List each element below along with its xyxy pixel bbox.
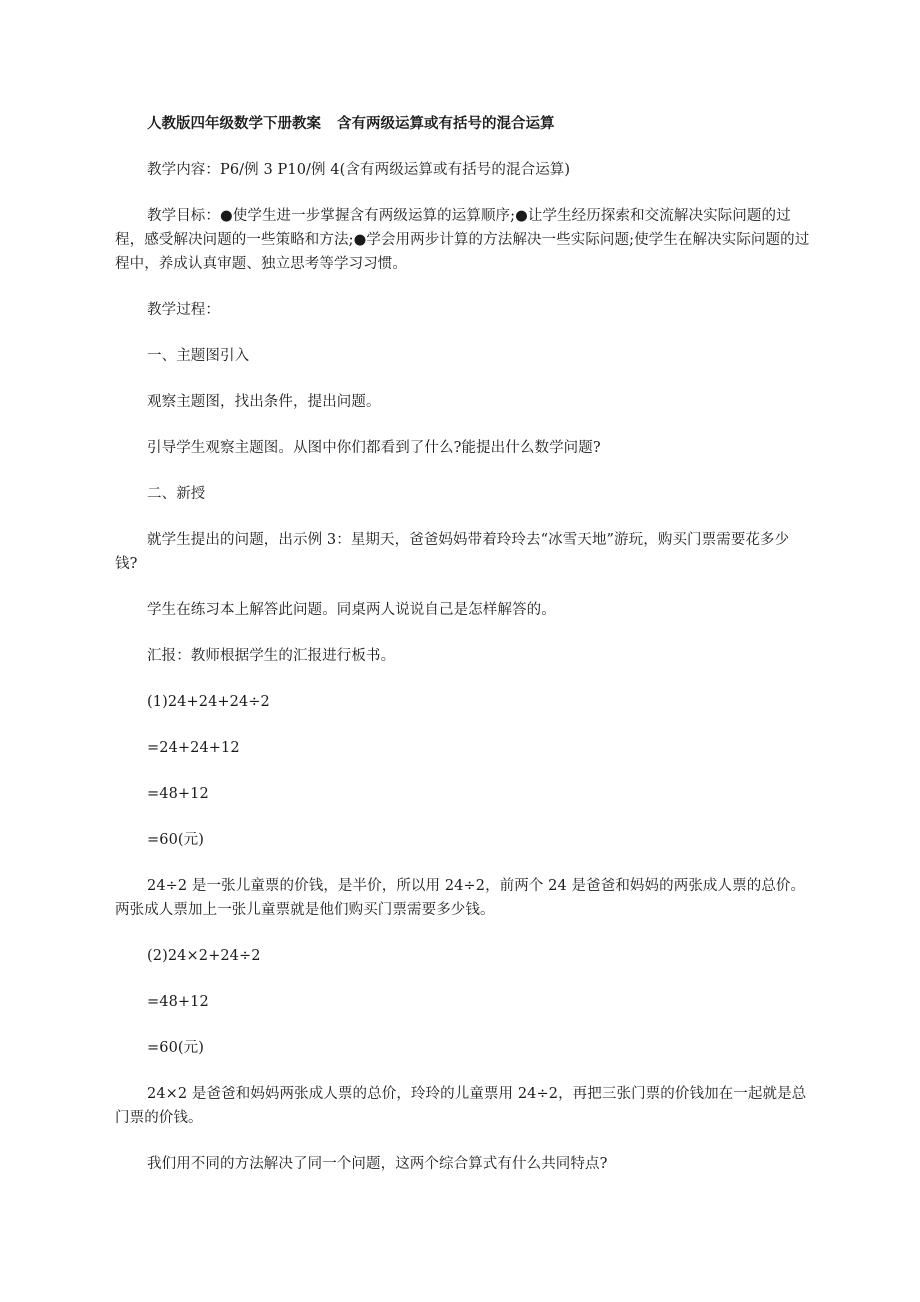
paragraph-objectives: 教学目标：●使学生进一步掌握含有两级运算的运算顺序;●让学生经历探索和交流解决实际问题的过程，感受解决问题的一些策略和方法;●学会用两步计算的方法解决一些实际问题;使学生在解决实际问题的过程中，养成认真审题、独立思考等学习习惯。 (115, 208, 810, 272)
equation-line: (2)24×2+24÷2 (147, 948, 261, 964)
equation-line: =24+24+12 (147, 740, 240, 756)
equation-line: (1)24+24+24÷2 (147, 694, 270, 710)
equation-line: =60(元) (147, 1040, 205, 1056)
paragraph-question: 我们用不同的方法解决了同一个问题，这两个综合算式有什么共同特点? (147, 1156, 608, 1172)
title-sub: 含有两级运算或有括号的混合运算 (337, 116, 555, 132)
equation-line: =60(元) (147, 832, 205, 848)
paragraph-process-heading: 教学过程： (147, 302, 220, 318)
paragraph-example: 就学生提出的问题，出示例 3：星期天，爸爸妈妈带着玲玲去“冰雪天地”游玩，购买门票需要花多少钱? (115, 532, 790, 572)
paragraph-report: 汇报：教师根据学生的汇报进行板书。 (147, 648, 396, 664)
document-title (147, 112, 810, 136)
equation-line: =48+12 (147, 786, 209, 802)
paragraph-practice: 学生在练习本上解答此问题。同桌两人说说自己是怎样解答的。 (147, 602, 556, 618)
title-main: 人教版四年级数学下册教案 (147, 116, 321, 132)
section-heading-intro: 一、主题图引入 (147, 348, 250, 364)
section-heading-new: 二、新授 (147, 486, 206, 502)
document-page (115, 112, 810, 1198)
paragraph-observe: 观察主题图，找出条件，提出问题。 (147, 394, 381, 410)
paragraph-explanation-2: 24×2 是爸爸和妈妈两张成人票的总价，玲玲的儿童票用 24÷2，再把三张门票的价钱加在一起就是总门票的价钱。 (115, 1086, 807, 1126)
paragraph-explanation-1: 24÷2 是一张儿童票的价钱，是半价，所以用 24÷2，前两个 24 是爸爸和妈妈的两张成人票的总价。两张成人票加上一张儿童票就是他们购买门票需要多少钱。 (115, 878, 806, 918)
equation-line: =48+12 (147, 994, 209, 1010)
paragraph-guide: 引导学生观察主题图。从图中你们都看到了什么?能提出什么数学问题? (147, 440, 601, 456)
paragraph-content: 教学内容：P6/例 3 P10/例 4(含有两级运算或有括号的混合运算) (147, 162, 571, 178)
